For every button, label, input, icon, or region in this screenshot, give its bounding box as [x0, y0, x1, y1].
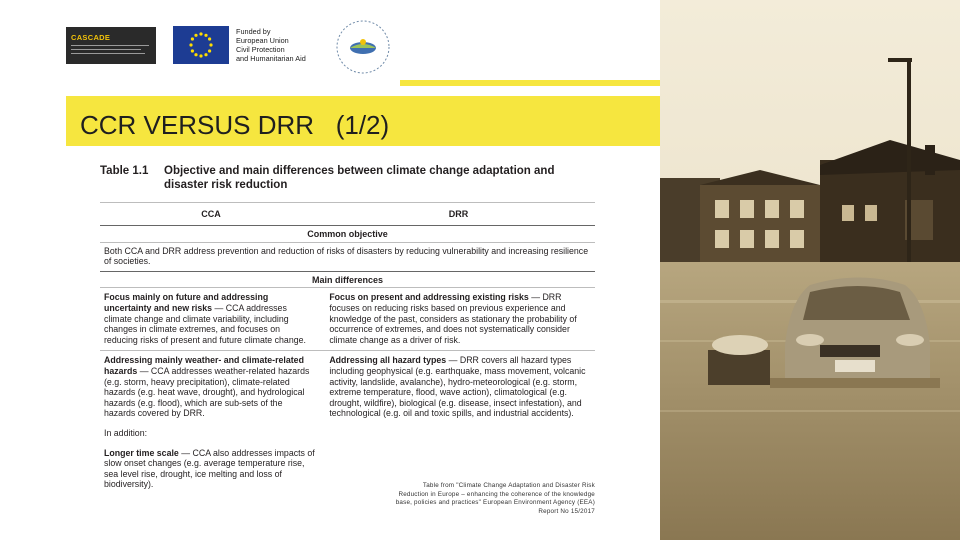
eu-flag-logo	[173, 26, 229, 64]
common-objective-text: Both CCA and DRR address prevention and reduction of risks of disasters by reducing vulnerability and increasing resilience of societies.	[100, 243, 595, 272]
drr-cell-heading: Focus on present and addressing existing risks	[329, 292, 529, 303]
drr-cell-text: — DRR covers all hazard types including geophysical (e.g. earthquake, mass movement, volcanic activity, landslide, avalanche), hydro-meteorological (e.g. storm, extreme temperature, flood, wave action), climatological (e.g. drought, wildfire), biological (e.g. disease, insect infestation), and technological (e.g. oil and toxic spills, and industrial accidents).	[329, 355, 586, 419]
slide-title: CCR VERSUS DRR (1/2)	[80, 110, 390, 140]
eu-funding-line: and Humanitarian Aid	[236, 53, 306, 63]
cca-extra-cell	[100, 444, 322, 494]
cca-cell-heading: Focus mainly on future and addressing uncertainty and new risks	[104, 292, 269, 313]
table-row	[100, 351, 595, 424]
logo-decoration	[71, 45, 149, 46]
partner-round-logo	[334, 18, 392, 76]
accent-bar	[400, 80, 660, 86]
table-number: Table 1.1	[100, 165, 149, 177]
section-heading-common: Common objective	[100, 226, 595, 243]
drr-cell-text: — DRR focuses on reducing risks based on previous experience and knowledge of the past, considers as stationary the probability of occurrence of extremes, and does not systematically consider climate change as a driver of risk.	[329, 292, 577, 345]
comparison-table	[100, 165, 595, 494]
cca-cell-text: — CCA addresses climate change and climate variability, including changes in climate extremes, and focuses on reducing risks of present and future climate change.	[104, 302, 306, 345]
column-header-drr: DRR	[448, 208, 469, 219]
logo-decoration	[71, 53, 145, 54]
flood-photo	[660, 0, 960, 540]
in-addition-label: In addition:	[104, 427, 148, 438]
cascade-logo-text: CASCADE	[71, 33, 111, 42]
table-column-headers	[100, 203, 595, 226]
table-title: Objective and main differences between climate change adaptation and disaster risk reduction	[164, 165, 555, 191]
column-header-cca: CCA	[201, 208, 221, 219]
eu-funding-text	[236, 28, 306, 64]
round-emblem-icon	[334, 18, 392, 76]
cca-extra-heading: Longer time scale	[104, 447, 179, 458]
drr-cell-heading: Addressing all hazard types	[329, 355, 447, 366]
drr-cell	[319, 351, 595, 424]
cca-cell-heading: Addressing mainly weather- and climate-related hazards	[104, 355, 304, 376]
cca-extra-text: — CCA also addresses impacts of slow onset changes (e.g. average temperature rise, sea level rise, drought, ice melting and loss of biodiversity).	[104, 447, 315, 490]
source-caption: Table from "Climate Change Adaptation and Disaster Risk Reduction in Europe – enhancing the coherence of the knowledge base, policies and practices" European Environment Agency (EEA) Report No 15/2017	[395, 482, 595, 515]
cca-cell	[100, 351, 319, 424]
cca-cell-text: — CCA addresses weather-related hazards (e.g. storm, heavy precipitation), climate-related hazards (e.g. heat wave, drought), and hydrological hazards (e.g. flood), which are sub-sets of the hazards covered by DRR.	[104, 365, 310, 419]
logo-decoration	[71, 49, 141, 50]
flooded-street-illustration	[660, 0, 960, 540]
table-row	[100, 288, 595, 351]
eu-funding-line: Funded by	[236, 27, 271, 36]
eu-stars-icon	[173, 26, 229, 64]
eu-funding-line: European Union	[236, 35, 289, 45]
cca-cell	[100, 288, 319, 350]
drr-cell	[319, 288, 595, 350]
table-header	[100, 165, 595, 203]
cascade-logo	[66, 27, 156, 64]
eu-funding-line: Civil Protection	[236, 44, 285, 54]
section-heading-differences: Main differences	[100, 272, 595, 289]
